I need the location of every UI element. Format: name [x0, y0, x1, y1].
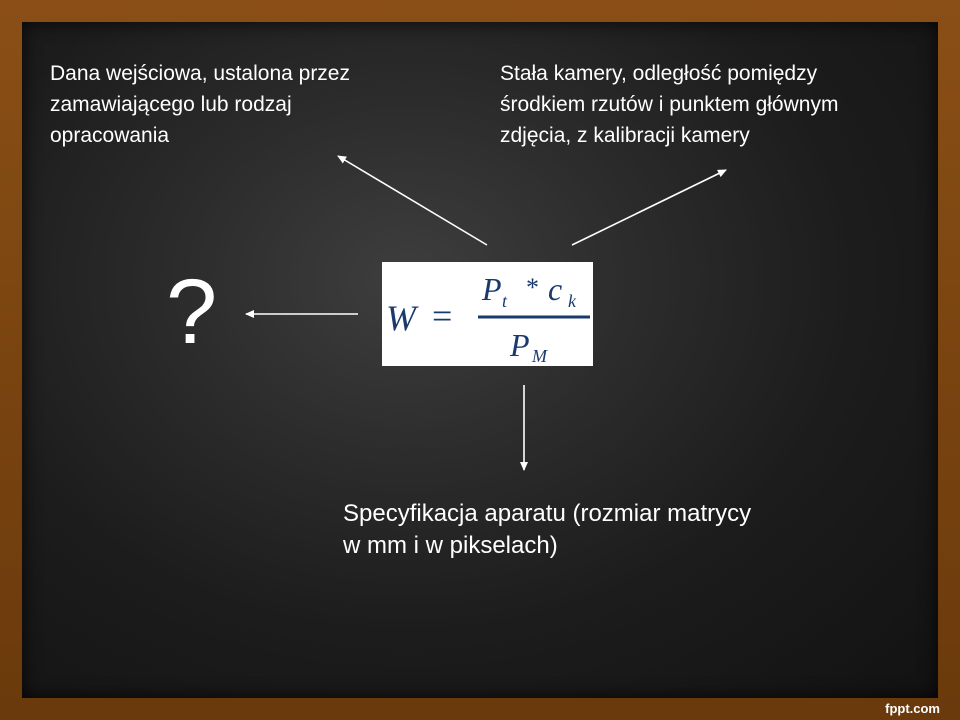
formula-equation: [382, 262, 593, 366]
formula-box: [382, 262, 593, 366]
formula-equals: =: [432, 296, 453, 336]
multiply-operator: *: [526, 273, 539, 302]
denominator-p-sub: M: [532, 346, 547, 366]
arrow-to-left-note: [338, 156, 487, 245]
bottom-annotation: Specyfikacja aparatu (rozmiar matrycy w mm i w pikselach): [343, 500, 752, 559]
formula-lhs: W: [386, 298, 416, 338]
right-annotation: Stała kamery, odległość pomiędzy środkiem rzutów i punktem głównym zdjęcia, z kalibracji kamery: [500, 62, 839, 147]
brand-watermark: fppt.com: [885, 701, 940, 716]
numerator-c-sub: k: [568, 291, 576, 311]
numerator-p-sub: t: [502, 291, 508, 311]
question-mark: ?: [166, 261, 218, 363]
numerator-c: c: [548, 271, 563, 307]
arrow-to-right-note: [572, 170, 726, 245]
numerator-p: P: [482, 271, 502, 307]
left-annotation: Dana wejściowa, ustalona przez zamawiającego lub rodzaj opracowania: [50, 62, 350, 147]
denominator-p: P: [510, 327, 530, 363]
